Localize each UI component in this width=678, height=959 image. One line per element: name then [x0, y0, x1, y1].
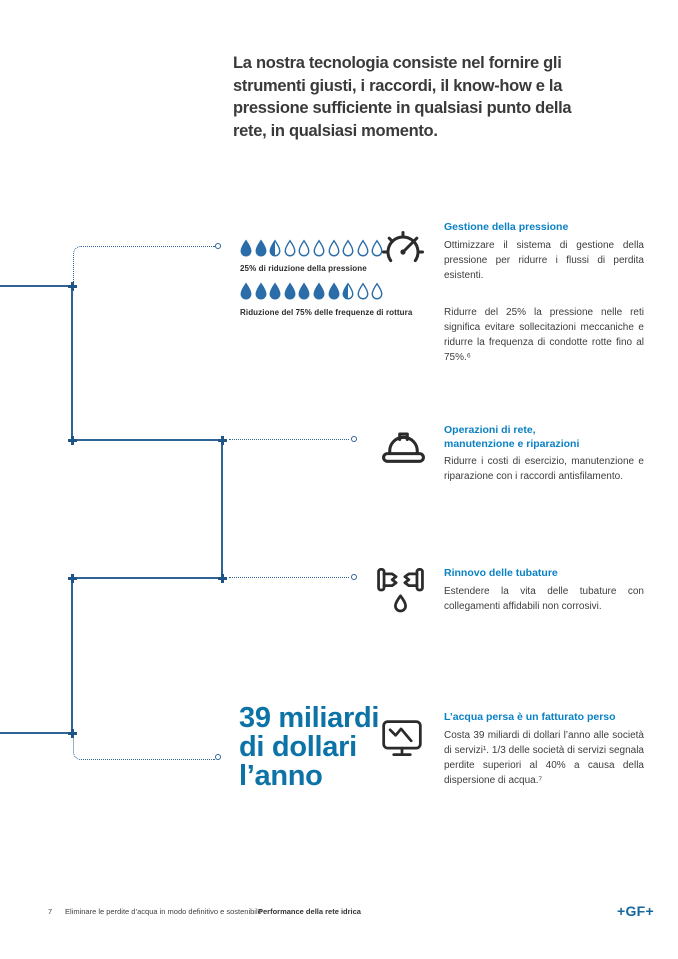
droplet-icon-full [240, 282, 252, 301]
section-paragraph: Ridurre i costi di esercizio, manutenzione e riparazione con i raccordi antisfilamento. [444, 456, 644, 482]
section-title: L’acqua persa è un fatturato perso [444, 711, 616, 723]
connector-dotted-elbow [73, 737, 215, 760]
section-operazioni-di-rete [444, 424, 644, 506]
big-stat [239, 704, 379, 791]
footer-section-title: Performance della rete idrica [258, 907, 361, 916]
footer-doc-title: Eliminare le perdite d’acqua in modo definitivo e sostenibile [65, 907, 262, 916]
droplet-icon-empty [313, 239, 325, 258]
connector-solid-line [0, 285, 68, 287]
section-paragraph: Ridurre del 25% la pressione nelle reti significa evitare sollecitazioni meccaniche e ridurre la frequenza di condotte rotte fino al 75%.⁶ [444, 306, 644, 363]
footer-page-number: 7 [48, 907, 53, 916]
connector-solid-line [77, 439, 218, 441]
gf-logo: +GF+ [617, 903, 654, 919]
page-headline [233, 52, 571, 142]
droplet-icon-full [328, 282, 340, 301]
droplet-icon-full [240, 239, 252, 258]
droplet-icon-full [255, 282, 267, 301]
connector-solid-line [221, 445, 223, 575]
connector-end-circle [215, 243, 221, 249]
droplet-icon-half [269, 239, 281, 258]
pipe-leak-icon [376, 566, 425, 614]
droplet-icon-full [269, 282, 281, 301]
section-title: Gestione della pressione [444, 221, 569, 233]
headline-line: strumenti giusti, i raccordi, il know-how e la [233, 76, 563, 95]
droplet-caption: Riduzione del 75% delle frequenze di rottura [240, 308, 413, 317]
section-gestione-pressione [444, 221, 644, 387]
section-acqua-persa [444, 711, 644, 810]
droplet-icon-empty [371, 282, 383, 301]
big-stat-line: di dollari [239, 731, 357, 763]
connector-dotted-line [229, 577, 349, 578]
droplet-icon-empty [284, 239, 296, 258]
droplet-icon-empty [298, 239, 310, 258]
big-stat-line: l’anno [239, 760, 323, 792]
pressure-gauge-icon [378, 225, 428, 275]
droplet-pictograph-rupture [240, 282, 383, 301]
connector-plus-node [68, 574, 77, 583]
droplet-icon-full [284, 282, 296, 301]
section-paragraph: Ottimizzare il sistema di gestione della pressione per ridurre i flussi di perdita esistenti. [444, 239, 644, 281]
connector-solid-line [71, 290, 73, 438]
section-title: Rinnovo delle tubature [444, 567, 558, 579]
connector-solid-line [77, 577, 218, 579]
connector-solid-line [0, 732, 68, 734]
droplet-icon-full [298, 282, 310, 301]
droplet-caption: 25% di riduzione della pressione [240, 264, 367, 273]
droplet-icon-full [313, 282, 325, 301]
connector-dotted-line [229, 439, 349, 440]
section-title: manutenzione e riparazioni [444, 437, 580, 450]
connector-plus-node [218, 436, 227, 445]
connector-solid-line [71, 583, 73, 730]
headline-line: rete, in qualsiasi momento. [233, 121, 438, 140]
droplet-icon-full [255, 239, 267, 258]
connector-end-circle [215, 754, 221, 760]
droplet-icon-empty [357, 239, 369, 258]
connector-plus-node [218, 574, 227, 583]
section-paragraph: Costa 39 miliardi di dollari l’anno alle società di servizi¹. 1/3 delle società di servizi segnala perdite superiori al 40% a causa della dispersione di acqua.⁷ [444, 729, 644, 786]
headline-line: pressione sufficiente in qualsiasi punto della [233, 99, 572, 117]
connector-end-circle [351, 574, 357, 580]
monitor-chart-icon [380, 716, 424, 762]
big-stat-line: 39 miliardi [239, 702, 380, 734]
connector-end-circle [351, 436, 357, 442]
droplet-pictograph-pressure [240, 239, 383, 258]
connector-dotted-elbow [73, 246, 215, 284]
headline-line: La nostra tecnologia consiste nel fornire gli [233, 54, 562, 72]
droplet-icon-empty [357, 282, 369, 301]
droplet-icon-empty [328, 239, 340, 258]
hard-hat-icon [380, 424, 427, 471]
connector-plus-node [68, 436, 77, 445]
section-title: Operazioni di rete, [444, 424, 536, 436]
section-paragraph: Estendere la vita delle tubature con collegamenti affidabili non corrosivi. [444, 585, 644, 612]
droplet-icon-half [342, 282, 354, 301]
section-rinnovo-tubature [444, 567, 644, 636]
droplet-icon-empty [342, 239, 354, 258]
